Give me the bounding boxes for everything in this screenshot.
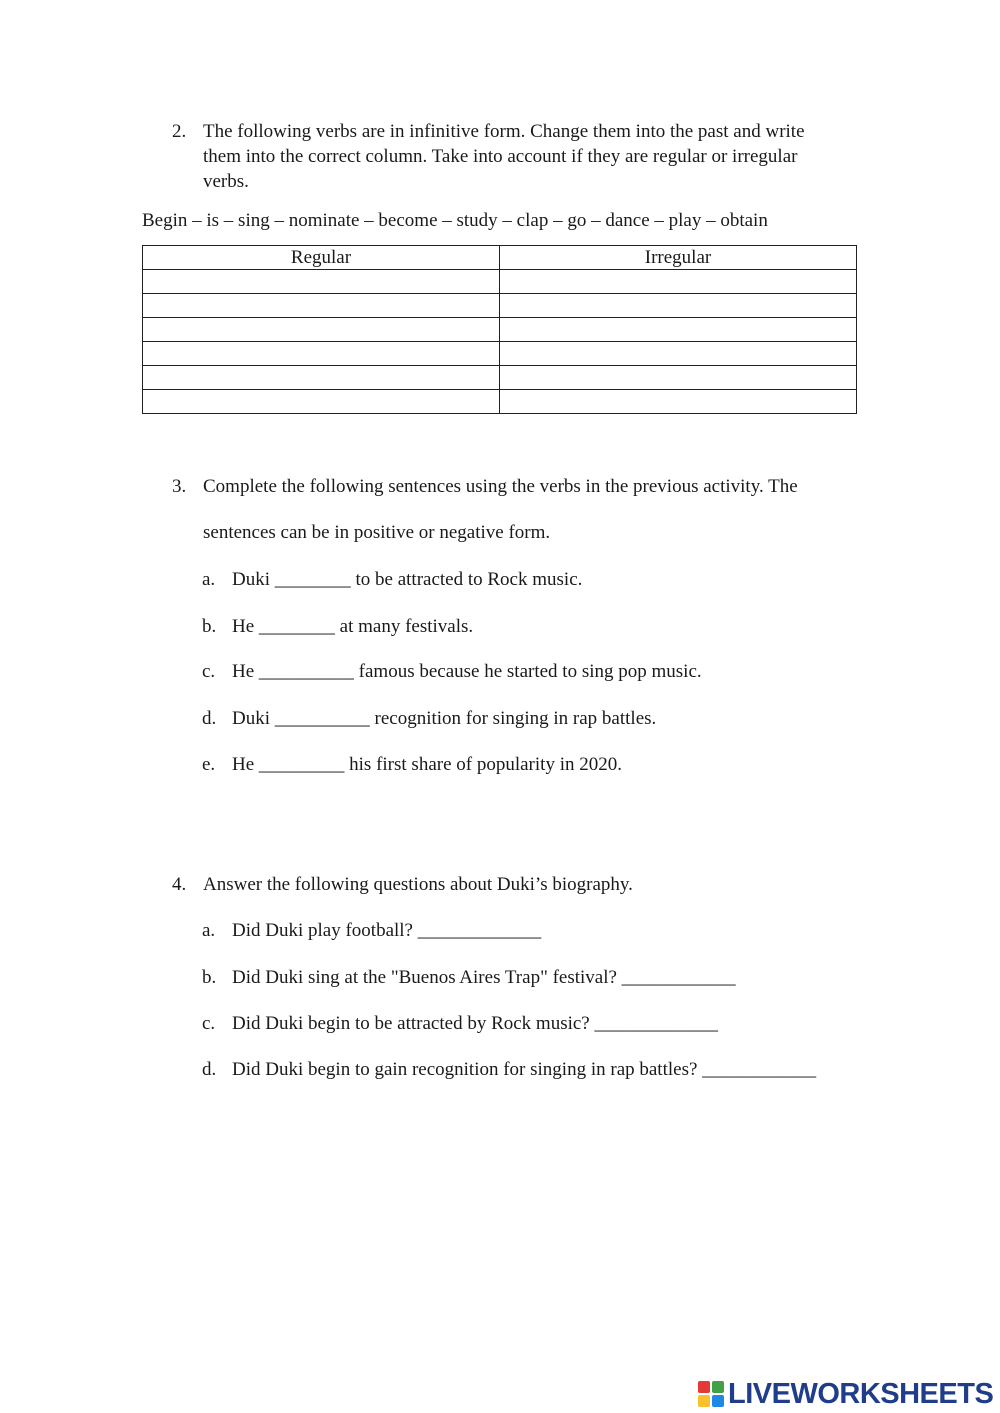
question-3-line-1: Complete the following sentences using the verbs in the previous activity. The xyxy=(203,476,798,497)
item-letter: c. xyxy=(202,661,216,682)
regular-cell[interactable] xyxy=(143,390,500,414)
item-letter: a. xyxy=(202,920,216,941)
regular-cell[interactable] xyxy=(143,294,500,318)
column-header-irregular: Irregular xyxy=(500,246,857,270)
question-2-number: 2. xyxy=(172,121,187,142)
item-letter: d. xyxy=(202,708,217,729)
item-letter: a. xyxy=(202,569,216,590)
item-text[interactable]: He _________ his first share of popularity in 2020. xyxy=(232,754,622,775)
verbs-table xyxy=(142,245,857,414)
table-row xyxy=(143,342,857,366)
liveworksheets-logo[interactable] xyxy=(698,1377,993,1411)
item-letter: b. xyxy=(202,967,217,988)
question-4-line-1: Answer the following questions about Duki’s biography. xyxy=(203,874,633,895)
table-row xyxy=(143,294,857,318)
table-row xyxy=(143,318,857,342)
table-row xyxy=(143,270,857,294)
item-letter: b. xyxy=(202,616,217,637)
irregular-cell[interactable] xyxy=(500,318,857,342)
question-3-number: 3. xyxy=(172,476,187,497)
question-2-line-2: them into the correct column. Take into account if they are regular or irregular xyxy=(203,146,798,167)
question-2-line-3: verbs. xyxy=(203,171,249,192)
question-4-number: 4. xyxy=(172,874,187,895)
regular-cell[interactable] xyxy=(143,318,500,342)
irregular-cell[interactable] xyxy=(500,390,857,414)
irregular-cell[interactable] xyxy=(500,294,857,318)
item-letter: d. xyxy=(202,1059,217,1080)
item-text[interactable]: Did Duki play football? _____________ xyxy=(232,920,542,941)
table-row xyxy=(143,366,857,390)
item-letter: c. xyxy=(202,1013,216,1034)
logo-blocks-icon xyxy=(698,1381,724,1407)
regular-cell[interactable] xyxy=(143,342,500,366)
item-text[interactable]: Did Duki begin to gain recognition for singing in rap battles? ____________ xyxy=(232,1059,817,1080)
table-header-row xyxy=(143,246,857,270)
verb-list: Begin – is – sing – nominate – become – study – clap – go – dance – play – obtain xyxy=(142,210,768,231)
table-row xyxy=(143,390,857,414)
item-text[interactable]: Did Duki begin to be attracted by Rock music? _____________ xyxy=(232,1013,718,1034)
irregular-cell[interactable] xyxy=(500,366,857,390)
question-2-line-1: The following verbs are in infinitive form. Change them into the past and write xyxy=(203,121,805,142)
regular-cell[interactable] xyxy=(143,270,500,294)
regular-cell[interactable] xyxy=(143,366,500,390)
item-text[interactable]: He ________ at many festivals. xyxy=(232,616,474,637)
item-text[interactable]: He __________ famous because he started to sing pop music. xyxy=(232,661,702,682)
irregular-cell[interactable] xyxy=(500,270,857,294)
column-header-regular: Regular xyxy=(143,246,500,270)
logo-text: LIVEWORKSHEETS xyxy=(728,1377,994,1410)
item-text[interactable]: Duki ________ to be attracted to Rock music. xyxy=(232,569,583,590)
item-text[interactable]: Duki __________ recognition for singing in rap battles. xyxy=(232,708,657,729)
item-text[interactable]: Did Duki sing at the "Buenos Aires Trap" festival? ____________ xyxy=(232,967,736,988)
irregular-cell[interactable] xyxy=(500,342,857,366)
item-letter: e. xyxy=(202,754,216,775)
question-3-line-2: sentences can be in positive or negative form. xyxy=(203,522,551,543)
